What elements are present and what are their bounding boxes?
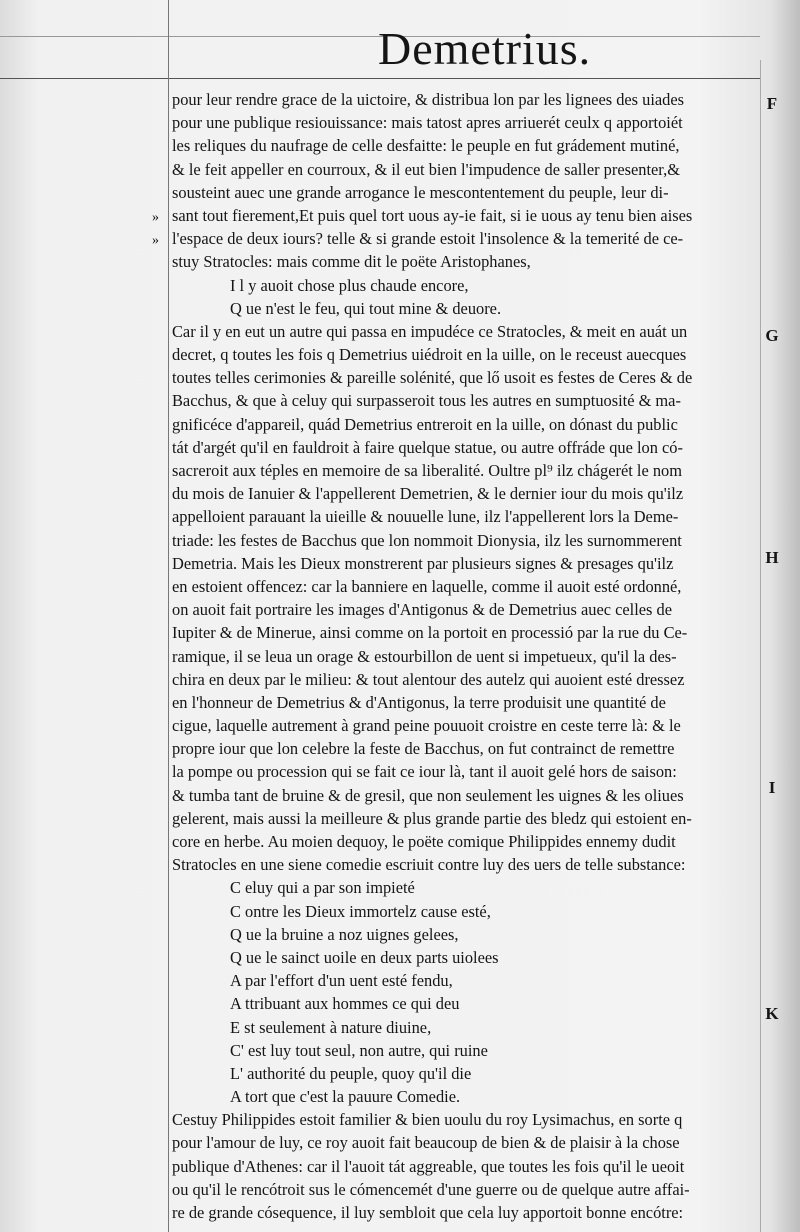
- verse-line: E st seulement à nature diuine,: [230, 1017, 432, 1037]
- body-text: [172, 88, 762, 1224]
- text-line: propre iour que lon celebre la feste de Bacchus, on fut contrainct de remettre: [172, 739, 675, 759]
- text-line: toutes telles cerimonies & pareille solénité, que lő usoit es festes de Ceres & de: [172, 368, 693, 388]
- text-line: stuy Stratocles: mais comme dit le poëte Aristophanes,: [172, 252, 531, 272]
- text-line: sant tout fierement,Et puis quel tort uous ay-ie fait, si ie uous ay tenu bien aises: [172, 205, 693, 225]
- margin-letter-i: I: [768, 778, 776, 797]
- text-line: ou qu'il le rencótroit sus le cómencemét d'une guerre ou de quelque autre affai-: [172, 1179, 690, 1199]
- running-head: Demetrius.: [378, 23, 592, 74]
- text-line: appelloient parauant la uieille & nouuelle lune, ilz l'appellerent lors la Deme-: [172, 507, 679, 527]
- text-line: Stratocles en une siene comedie escriuit contre luy des uers de telle substance:: [172, 855, 686, 875]
- verse-line: I l y auoit chose plus chaude encore,: [230, 275, 469, 295]
- text-line: gnificéce d'appareil, quád Demetrius entreroit en la uille, on dónast du public: [172, 414, 678, 434]
- text-line: l'espace de deux iours? telle & si grande estoit l'insolence & la temerité de ce-: [172, 229, 684, 249]
- text-line: pour une publique resiouissance: mais tatost apres arriuerét ceulx q apportoiét: [172, 113, 683, 133]
- text-line: cigue, laquelle autrement à grand peine pouuoit croistre en ceste terre là: & le: [172, 716, 681, 736]
- text-line: les reliques du naufrage de celle desfaitte: le peuple en fut grádement mutiné,: [172, 136, 680, 156]
- verse-line: A ttribuant aux hommes ce qui deu: [230, 994, 460, 1014]
- quote-mark: »: [152, 210, 159, 225]
- text-line: re de grande cósequence, il luy sembloit que cela luy apportoit bonne encótre:: [172, 1203, 684, 1222]
- margin-letter-g: G: [765, 326, 779, 345]
- verse-line: C eluy qui a par son impieté: [230, 878, 415, 898]
- text-line: chira en deux par le milieu: & tout alentour des autelz qui auoient esté dressez: [172, 669, 685, 689]
- text-line: sacreroit aux téples en memoire de sa liberalité. Oultre pl⁹ ilz chágerét le nom: [172, 461, 682, 480]
- left-margin-rule: [168, 0, 169, 1232]
- margin-letter-h: H: [765, 548, 779, 567]
- verse-line: A tort que c'est la pauure Comedie.: [230, 1087, 461, 1107]
- text-line: du mois de Ianuier & l'appellerent Demetrien, & le dernier iour du mois qu'ilz: [172, 484, 684, 504]
- text-line: Car il y en eut un autre qui passa en impudéce ce Stratocles, & meit en auát un: [172, 321, 688, 341]
- text-line: gelerent, mais aussi la meilleure & plus grande partie des bledz qui estoient en-: [172, 808, 692, 828]
- margin-letter-f: F: [766, 94, 778, 113]
- text-line: triade: les festes de Bacchus que lon nommoit Dionysia, ilz les surnommerent: [172, 530, 682, 550]
- verse-line: Q ue la bruine a noz uignes gelees,: [230, 924, 459, 944]
- text-line: Bacchus, & que à celuy qui surpasseroit tous les autres en sumptuosité & ma-: [172, 391, 681, 411]
- text-line: en estoient offencez: car la banniere en laquelle, comme il auoit esté ordonné,: [172, 576, 682, 596]
- text-line: tát d'argét qu'il en fauldroit à faire quelque statue, ou autre offráde que lon có-: [172, 437, 683, 457]
- text-line: pour l'amour de luy, ce roy auoit fait beaucoup de bien & de plaisir à la chose: [172, 1133, 680, 1153]
- verse-line: Q ue le sainct uoile en deux parts uiolees: [230, 947, 499, 967]
- verse-line: Q ue n'est le feu, qui tout mine & deuore.: [230, 298, 502, 318]
- verse-line: A par l'effort d'un uent esté fendu,: [230, 971, 453, 991]
- text-line: & tumba tant de bruine & de gresil, que non seulement les uignes & les oliues: [172, 785, 684, 805]
- text-line: ramique, il se leua un orage & estourbillon de uent si impetueux, qu'il la des-: [172, 646, 677, 666]
- text-line: core en herbe. Au moien dequoy, le poëte comique Philippides ennemy dudit: [172, 832, 676, 851]
- verse-line: L' authorité du peuple, quoy qu'il die: [230, 1063, 472, 1083]
- header-rule: [0, 78, 760, 79]
- text-line: Cestuy Philippides estoit familier & bien uoulu du roy Lysimachus, en sorte q: [172, 1110, 683, 1130]
- text-line: on auoit fait portraire les images d'Antigonus & de Demetrius auec celles de: [172, 600, 672, 620]
- text-line: decret, q toutes les fois q Demetrius uiédroit en la uille, on le receust auecques: [172, 345, 687, 365]
- text-line: & le feit appeller en courroux, & il eut bien l'impudence de saller presenter,&: [172, 159, 680, 179]
- text-line: Demetria. Mais les Dieux monstrerent par plusieurs signes & presages qu'ilz: [172, 553, 674, 573]
- verse-line: C ontre les Dieux immortelz cause esté,: [230, 901, 491, 921]
- text-line: la pompe ou procession qui se fait ce iour là, tant il auoit gelé hors de saison:: [172, 762, 677, 782]
- text-line: en l'honneur de Demetrius & d'Antigonus, la terre produisit une quantité de: [172, 692, 666, 712]
- margin-letter-k: K: [765, 1004, 779, 1023]
- text-line: pour leur rendre grace de la uictoire, & distribua lon par les lignees des uiades: [172, 90, 685, 109]
- quote-mark: »: [152, 233, 159, 248]
- verse-line: C' est luy tout seul, non autre, qui ruine: [230, 1040, 488, 1060]
- text-line: Iupiter & de Minerue, ainsi comme on la portoit en processió par la rue du Ce-: [172, 623, 688, 643]
- text-line: sousteint auec une grande arrogance le mescontentement du peuple, leur di-: [172, 182, 669, 202]
- text-line: publique d'Athenes: car il l'auoit tát aggreable, que toutes les fois qu'il le ueoit: [172, 1156, 685, 1176]
